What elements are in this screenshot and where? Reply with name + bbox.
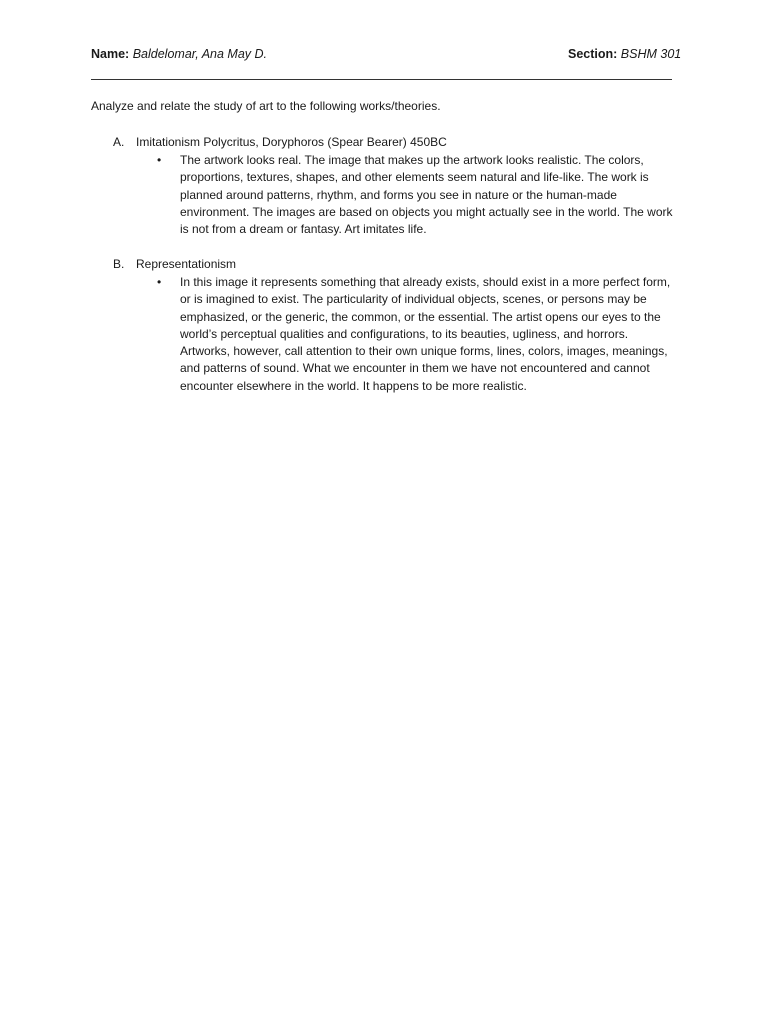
list-marker: B. [113,257,125,271]
name-value: Baldelomar, Ana May D. [132,47,268,61]
document-header [91,45,691,65]
list-item-b-bullet [157,274,677,395]
intro-text: Analyze and relate the study of art to the following works/theories. [91,99,441,113]
section-field [568,45,681,63]
bullet-text: In this image it represents something that already exists, should exist in a more perfect form, or is imagined to exist. The particularity of individual objects, scenes, or persons may be emphasized, or the generic, the common, or the essential. The artist opens our eyes to the world’s perceptual qualities and configurations, to its beauties, ugliness, and horrors. Artworks, however, call attention to their own unique forms, lines, colors, images, meanings, and patterns of sound. What we encounter in them we have not encountered and cannot encounter elsewhere in the world. It happens to be more realistic. [180,275,671,393]
bullet-icon: • [157,275,162,289]
header-divider [91,79,672,80]
list-item-title: Representationism [136,257,237,271]
section-value: BSHM 301 [620,47,682,61]
name-field [91,45,267,63]
list-item-a-bullet [157,152,677,238]
bullet-text: The artwork looks real. The image that makes up the artwork looks realistic. The colors, proportions, textures, shapes, and other elements seem natural and life-like. The work is planned around patterns, rhythm, and forms you see in nature or the human-made environment. The images are based on objects you might actually see in the world. The work is not from a dream or fantasy. Art imitates life. [180,153,673,237]
section-label: Section: [568,47,618,61]
list-marker: A. [113,135,125,149]
bullet-icon: • [157,153,162,167]
name-label: Name: [91,47,130,61]
list-item-title: Imitationism Polycritus, Doryphoros (Spear Bearer) 450BC [136,135,447,149]
